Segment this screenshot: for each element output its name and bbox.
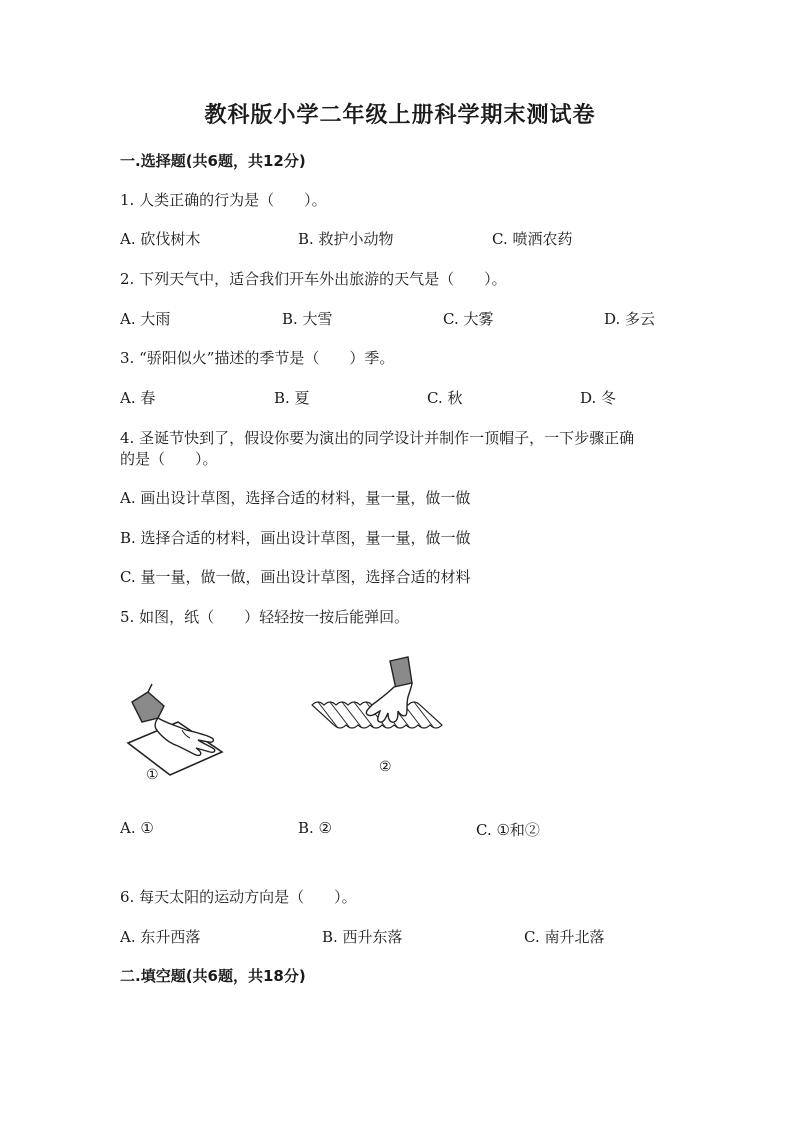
question-4-line-2: 的是（ ）。 <box>120 450 218 468</box>
q4-option-b: B. 选择合适的材料，画出设计草图，量一量，做一做 <box>120 529 471 547</box>
q4-option-a: A. 画出设计草图，选择合适的材料，量一量，做一做 <box>120 489 471 507</box>
q2-option-b: B. 大雪 <box>282 310 333 328</box>
q1-option-b: B. 救护小动物 <box>298 230 394 248</box>
question-4-line-1: 4. 圣诞节快到了，假设你要为演出的同学设计并制作一顶帽子，一下步骤正确 <box>120 429 635 447</box>
q6-option-a: A. 东升西落 <box>120 928 201 946</box>
question-5: 5. 如图，纸（ ）轻轻按一按后能弹回。 <box>120 608 410 626</box>
q2-option-a: A. 大雨 <box>120 310 171 328</box>
figure-label-1: ① <box>146 767 159 783</box>
figure-flat-paper <box>120 680 230 790</box>
q2-option-c: C. 大雾 <box>443 310 494 328</box>
q1-option-a: A. 砍伐树木 <box>120 230 201 248</box>
question-1: 1. 人类正确的行为是（ ）。 <box>120 191 327 209</box>
figure-corrugated-paper <box>308 655 448 765</box>
q3-option-d: D. 冬 <box>580 389 617 407</box>
q2-option-d: D. 多云 <box>604 310 656 328</box>
q5-option-b: B. ② <box>298 819 333 837</box>
q3-option-a: A. 春 <box>120 389 156 407</box>
q5-option-c: C. ①和② <box>476 821 540 839</box>
q5-option-a: A. ① <box>120 819 154 837</box>
q6-option-c: C. 南升北落 <box>524 928 605 946</box>
question-2: 2. 下列天气中，适合我们开车外出旅游的天气是（ ）。 <box>120 270 507 288</box>
question-6: 6. 每天太阳的运动方向是（ ）。 <box>120 888 357 906</box>
figure-label-2: ② <box>379 759 392 775</box>
q3-option-c: C. 秋 <box>427 389 463 407</box>
q4-option-c: C. 量一量，做一做，画出设计草图，选择合适的材料 <box>120 568 471 586</box>
question-3: 3. “骄阳似火”描述的季节是（ ）季。 <box>120 349 395 367</box>
q6-option-b: B. 西升东落 <box>322 928 403 946</box>
section-heading-choice: 一.选择题(共6题，共12分) <box>120 152 306 170</box>
section-heading-fill-in: 二.填空题(共6题，共18分) <box>120 967 306 985</box>
page-title: 教科版小学二年级上册科学期末测试卷 <box>204 103 596 128</box>
q1-option-c: C. 喷洒农药 <box>492 230 573 248</box>
q3-option-b: B. 夏 <box>274 389 310 407</box>
